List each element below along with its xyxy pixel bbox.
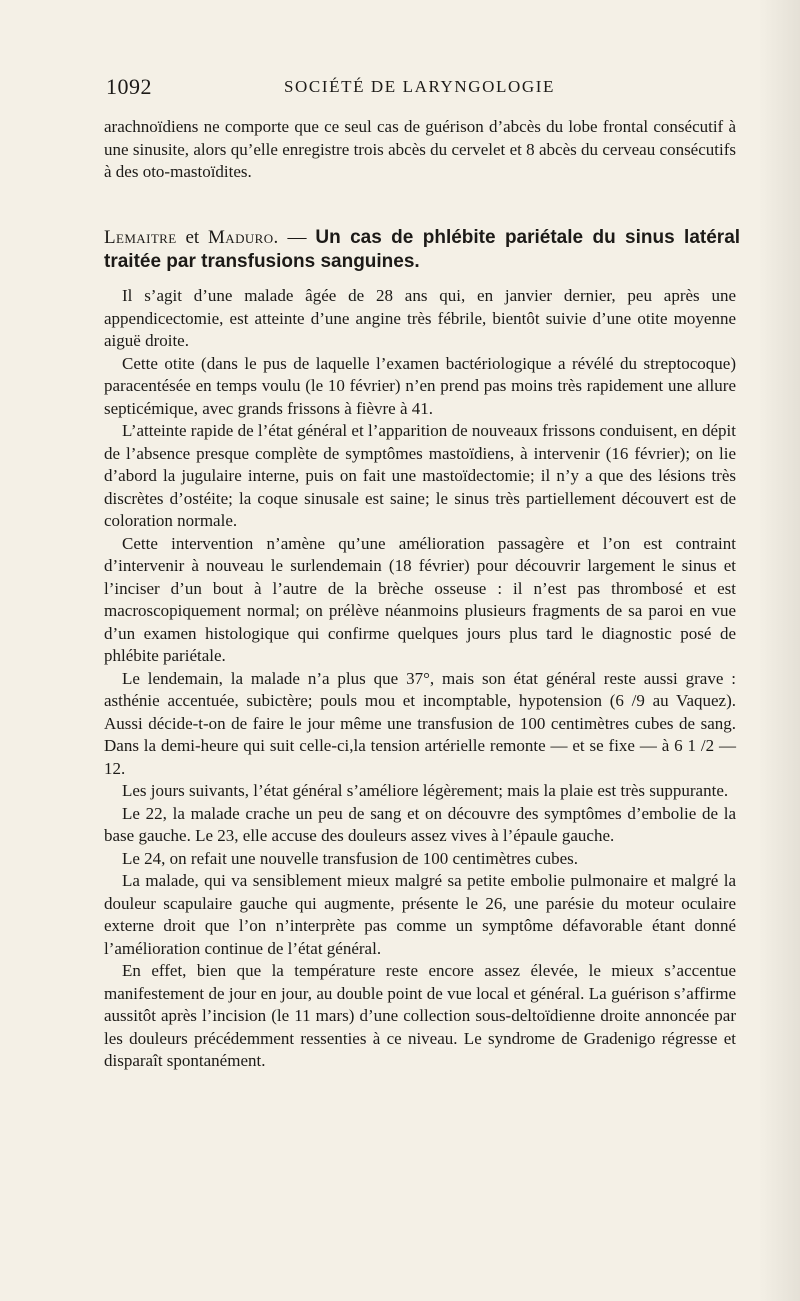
intro-paragraph: arachnoïdiens ne comporte que ce seul cas de guérison d’abcès du lobe frontal consécutif à une sinusite, alors qu’elle enregistre trois abcès du cervelet et 8 abcès du cerveau consécutifs à des oto-mastoïdites.	[104, 117, 736, 181]
author-1: Lemaitre	[104, 227, 177, 248]
author-joiner: et	[185, 227, 200, 248]
page-number: 1092	[106, 74, 152, 99]
body-paragraph: Il s’agit d’une malade âgée de 28 ans qui, en janvier dernier, peu après une appendicectomie, est atteinte d’une angine très fébrile, bientôt suivie d’une otite moyenne aiguë droite.	[104, 286, 736, 350]
page-edge-shadow	[758, 0, 800, 1301]
article-body	[104, 285, 736, 1073]
body-paragraph: Cette otite (dans le pus de laquelle l’examen bactériologique a révélé du streptocoque) paracentésée en temps voulu (le 10 février) n’en prend pas moins très rapidement une allure septicémique, avec grands frissons à fièvre à 41.	[104, 353, 736, 418]
body-paragraph: La malade, qui va sensiblement mieux malgré sa petite embolie pulmonaire et malgré la douleur scapulaire gauche qui augmente, présente le 26, une parésie du moteur oculaire externe droit que l’on n’interprète pas comme un symptôme défavorable étant donné l’amélioration continue de l’état général.	[104, 871, 736, 958]
article-heading	[104, 226, 740, 274]
running-head	[106, 74, 736, 102]
body-paragraph: En effet, bien que la température reste encore assez élevée, le mieux s’accentue manifestement de jour en jour, au double point de vue local et général. La guérison s’affirme aussitôt après l’incision (le 11 mars) d’une collection sous-deltoïdienne droite annoncée par les douleurs précédemment ressenties à ce niveau. Le syndrome de Gradenigo régresse et disparaît spontanément.	[104, 961, 736, 1070]
heading-dash: —	[287, 227, 307, 248]
author-2: Maduro.	[208, 227, 279, 248]
body-paragraph: Les jours suivants, l’état général s’améliore légèrement; mais la plaie est très suppurante.	[122, 781, 729, 800]
article-title: Un cas de phlébite pariétale du sinus latéral traitée par transfusions sanguines.	[104, 227, 741, 272]
body-paragraph: Le 24, on refait une nouvelle transfusion de 100 centimètres cubes.	[122, 848, 579, 868]
body-paragraph: Cette intervention n’amène qu’une amélioration passagère et l’on est contraint d’intervenir à nouveau le surlendemain (18 février) pour découvrir largement le sinus et l’inciser d’un bout à l’autre de la brèche osseuse : il n’est pas thrombosé et est macroscopiquement normal; on prélève néanmoins plusieurs fragments de sa paroi en vue d’un examen histologique qui confirme quelques jours plus tard le diagnostic posé de phlébite pariétale.	[104, 533, 736, 665]
body-paragraph: Le 22, la malade crache un peu de sang et on découvre des symptômes d’embolie de la base gauche. Le 23, elle accuse des douleurs assez vives à l’épaule gauche.	[104, 803, 736, 845]
intro-section	[104, 116, 736, 184]
body-paragraph: Le lendemain, la malade n’a plus que 37°, mais son état général reste aussi grave : asthénie accentuée, subictère; pouls mou et incomptable, hypotension (6 /9 au Vaquez). Aussi décide-t-on de faire le jour même une transfusion de 100 centimètres cubes de sang. Dans la demi-heure qui suit celle-ci,la tension artérielle remonte — et se fixe — à 6 1 /2 — 12.	[104, 668, 736, 778]
body-paragraph: L’atteinte rapide de l’état général et l’apparition de nouveaux frissons conduisent, en dépit de l’absence presque complète de symptômes mastoïdiens, à intervenir (16 février); on lie d’abord la jugulaire interne, puis on fait une mastoïdectomie; il n’y a que des lésions très discrètes d’ostéite; la coque sinusale est saine; le sinus très partiellement découvert est de coloration normale.	[104, 421, 736, 530]
journal-title: SOCIÉTÉ DE LARYNGOLOGIE	[284, 77, 555, 96]
